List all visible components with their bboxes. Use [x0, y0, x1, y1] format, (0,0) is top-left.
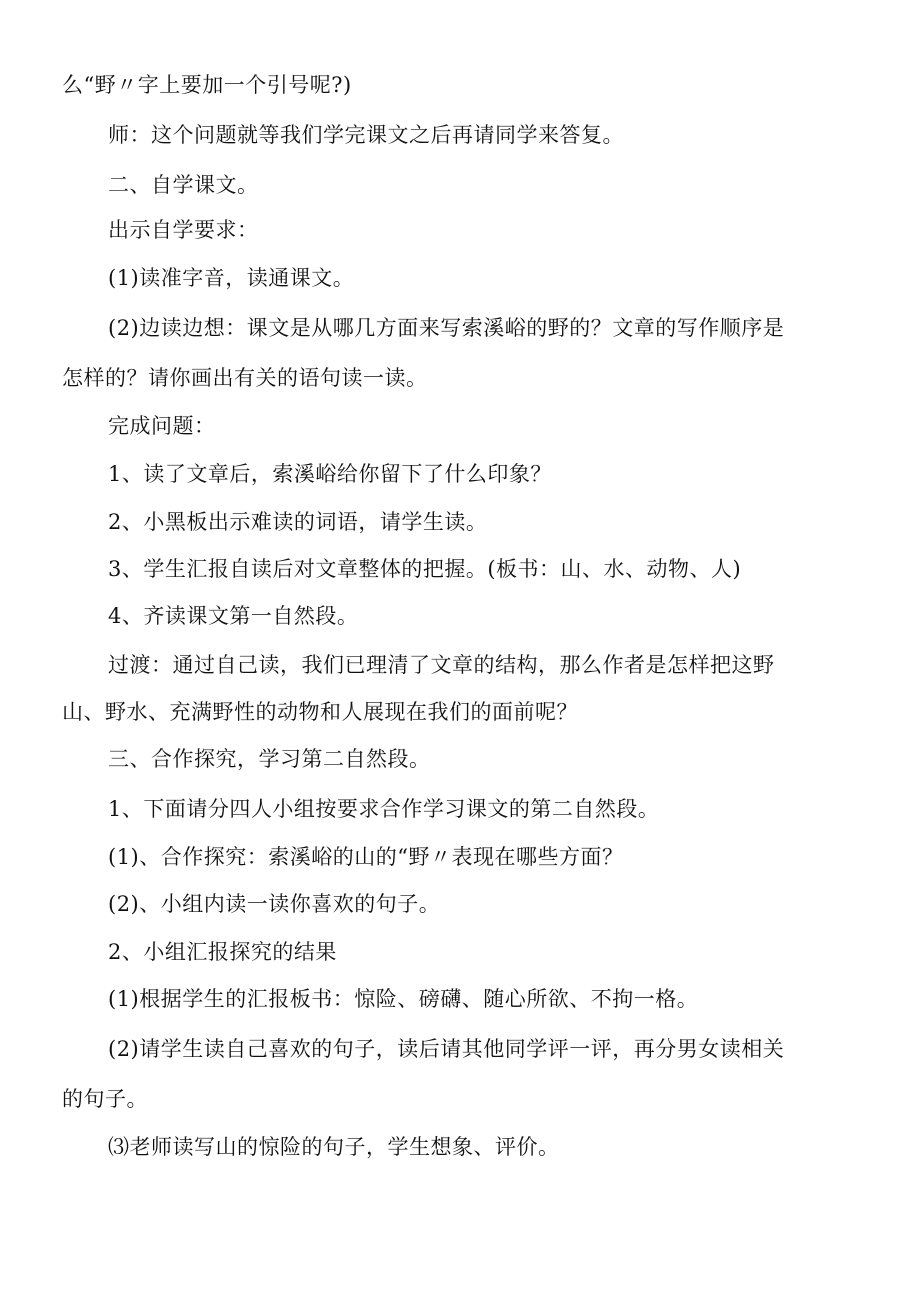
text-line-16: 1、下面请分四人小组按要求合作学习课文的第二自然段。	[108, 797, 660, 821]
text-line-12: 4、齐读课文第一自然段。	[108, 604, 359, 628]
text-line-1: 么“野〃字上要加一个引号呢?)	[62, 73, 352, 97]
text-line-8: 完成问题：	[108, 414, 216, 438]
text-line-10: 2、小黑板出示难读的词语，请学生读。	[108, 510, 488, 534]
text-line-9: 1、读了文章后，索溪峪给你留下了什么印象？	[108, 462, 552, 486]
text-line-21: (2)请学生读自己喜欢的句子，读后请其他同学评一评，再分男女读相关	[108, 1037, 785, 1061]
text-line-5: (1)读准字音，读通课文。	[108, 266, 355, 290]
text-line-3: 二、自学课文。	[108, 173, 259, 197]
text-line-4: 出示自学要求：	[108, 218, 259, 242]
text-line-13: 过渡：通过自己读，我们已理清了文章的结构，那么作者是怎样把这野	[108, 653, 775, 677]
text-line-14: 山、野水、充满野性的动物和人展现在我们的面前呢？	[62, 700, 578, 724]
text-line-20: (1)根据学生的汇报板书：惊险、磅礴、随心所欲、不拘一格。	[108, 987, 699, 1011]
text-line-18: (2)、小组内读一读你喜欢的句子。	[108, 892, 441, 916]
text-line-22: 的句子。	[62, 1087, 148, 1111]
text-line-23: ⑶老师读写山的惊险的句子，学生想象、评价。	[108, 1135, 560, 1159]
text-line-15: 三、合作探究，学习第二自然段。	[108, 747, 431, 771]
text-line-7: 怎样的？请你画出有关的语句读一读。	[62, 366, 428, 390]
text-line-11: 3、学生汇报自读后对文章整体的把握。(板书：山、水、动物、人)	[108, 557, 742, 581]
text-line-17: (1)、合作探究：索溪峪的山的“野〃表现在哪些方面？	[108, 845, 624, 869]
text-line-19: 2、小组汇报探究的结果	[108, 940, 337, 964]
text-line-2: 师：这个问题就等我们学完课文之后再请同学来答复。	[108, 123, 624, 147]
text-line-6: (2)边读边想：课文是从哪几方面来写索溪峪的野的？文章的写作顺序是	[108, 316, 785, 340]
